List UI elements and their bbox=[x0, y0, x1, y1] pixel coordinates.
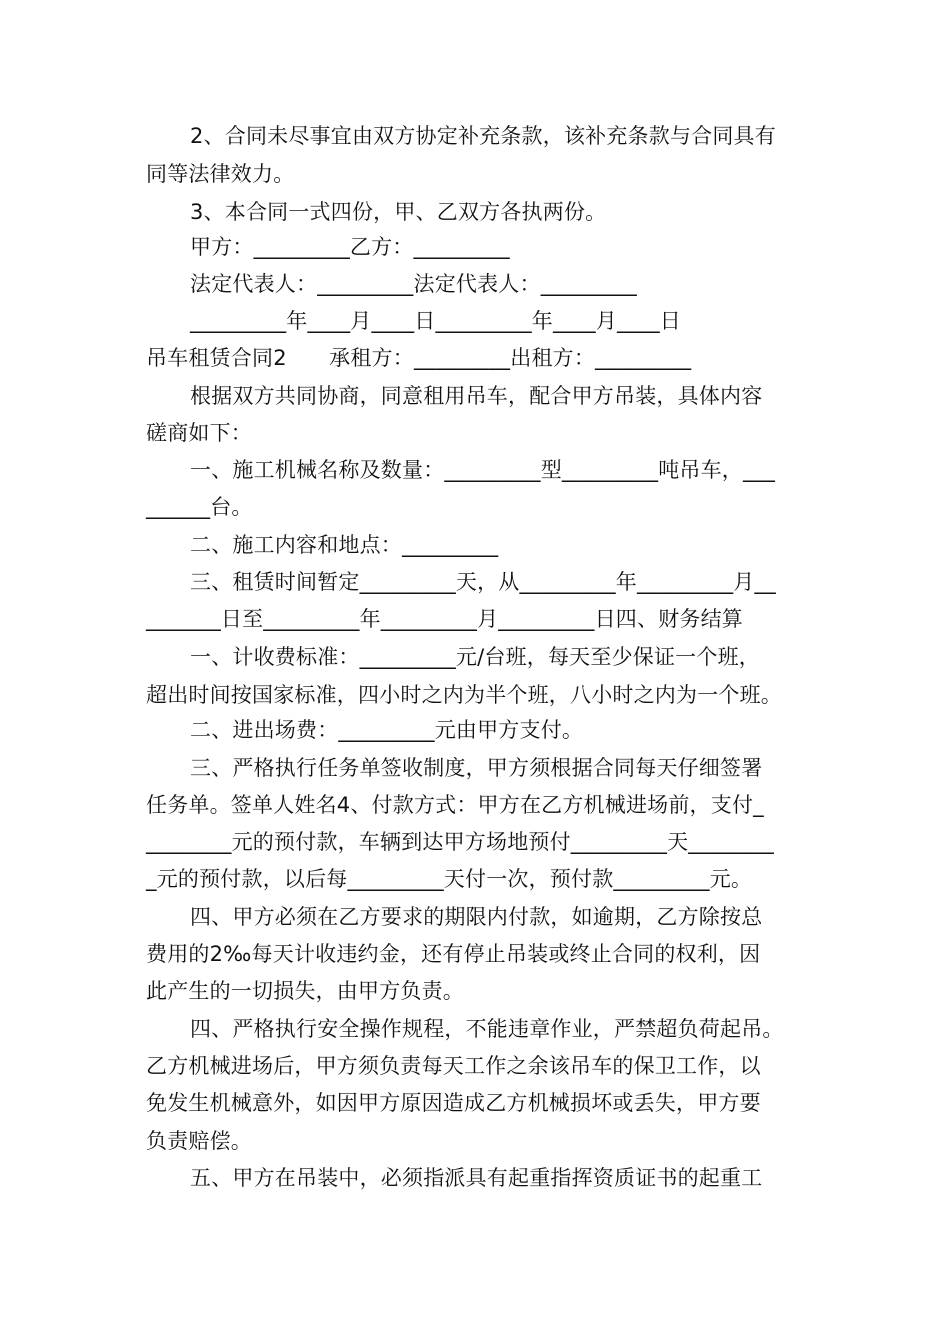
text-line: 任务单。签单人姓名4、付款方式：甲方在乙方机械进场前，支付_ bbox=[146, 793, 764, 817]
text-line: 五、甲方在吊装中，必须指派具有起重指挥资质证书的起重工 bbox=[190, 1166, 763, 1190]
text-line: ________元的预付款，车辆到达甲方场地预付_________天________ bbox=[146, 830, 774, 854]
text-line: 四、严格执行安全操作规程，不能违章作业，严禁超负荷起吊。 bbox=[190, 1017, 784, 1041]
text-line: 二、施工内容和地点：_________ bbox=[190, 533, 499, 557]
text-line: 超出时间按国家标准，四小时之内为半个班，八小时之内为一个班。 bbox=[146, 683, 782, 707]
text-line: 根据双方共同协商，同意租用吊车，配合甲方吊装，具体内容 bbox=[190, 384, 763, 408]
text-line: 四、甲方必须在乙方要求的期限内付款，如逾期，乙方除按总 bbox=[190, 905, 763, 929]
text-line: 法定代表人：_________法定代表人：_________ bbox=[190, 272, 637, 296]
text-line: 一、施工机械名称及数量：_________型_________吨吊车，___ bbox=[190, 458, 776, 482]
text-line: 免发生机械意外，如因甲方原因造成乙方机械损坏或丢失，甲方要 bbox=[146, 1091, 761, 1115]
text-line: 3、本合同一式四份，甲、乙双方各执两份。 bbox=[190, 200, 607, 224]
text-line: 磋商如下： bbox=[146, 421, 252, 445]
text-line: 此产生的一切损失，由甲方负责。 bbox=[146, 979, 464, 1003]
text-line: _________年____月____日_________年____月____日 bbox=[190, 309, 681, 333]
text-line: _元的预付款，以后每_________天付一次，预付款_________元。 bbox=[146, 867, 753, 891]
text-line: 一、计收费标准：_________元/台班，每天至少保证一个班， bbox=[190, 645, 760, 669]
text-line: ______台。 bbox=[146, 495, 253, 519]
text-line: 费用的2‰每天计收违约金，还有停止吊装或终止合同的权利，因 bbox=[146, 942, 761, 966]
text-line: 二、进出场费：_________元由甲方支付。 bbox=[190, 718, 584, 742]
text-line: _______日至_________年_________月_________日四、财务结算 bbox=[146, 607, 743, 631]
text-line: 同等法律效力。 bbox=[146, 162, 295, 186]
text-line: 2、合同未尽事宜由双方协定补充条款，该补充条款与合同具有 bbox=[190, 124, 776, 148]
text-line: 乙方机械进场后，甲方须负责每天工作之余该吊车的保卫工作，以 bbox=[146, 1054, 761, 1078]
text-line: 负责赔偿。 bbox=[146, 1129, 252, 1153]
text-line: 吊车租赁合同2 承租方：_________出租方：_________ bbox=[146, 346, 692, 370]
text-line: 三、严格执行任务单签收制度，甲方须根据合同每天仔细签署 bbox=[190, 756, 763, 780]
text-line: 三、租赁时间暂定_________天，从_________年_________月__ bbox=[190, 570, 776, 594]
text-line: 甲方：_________乙方：_________ bbox=[190, 235, 510, 259]
